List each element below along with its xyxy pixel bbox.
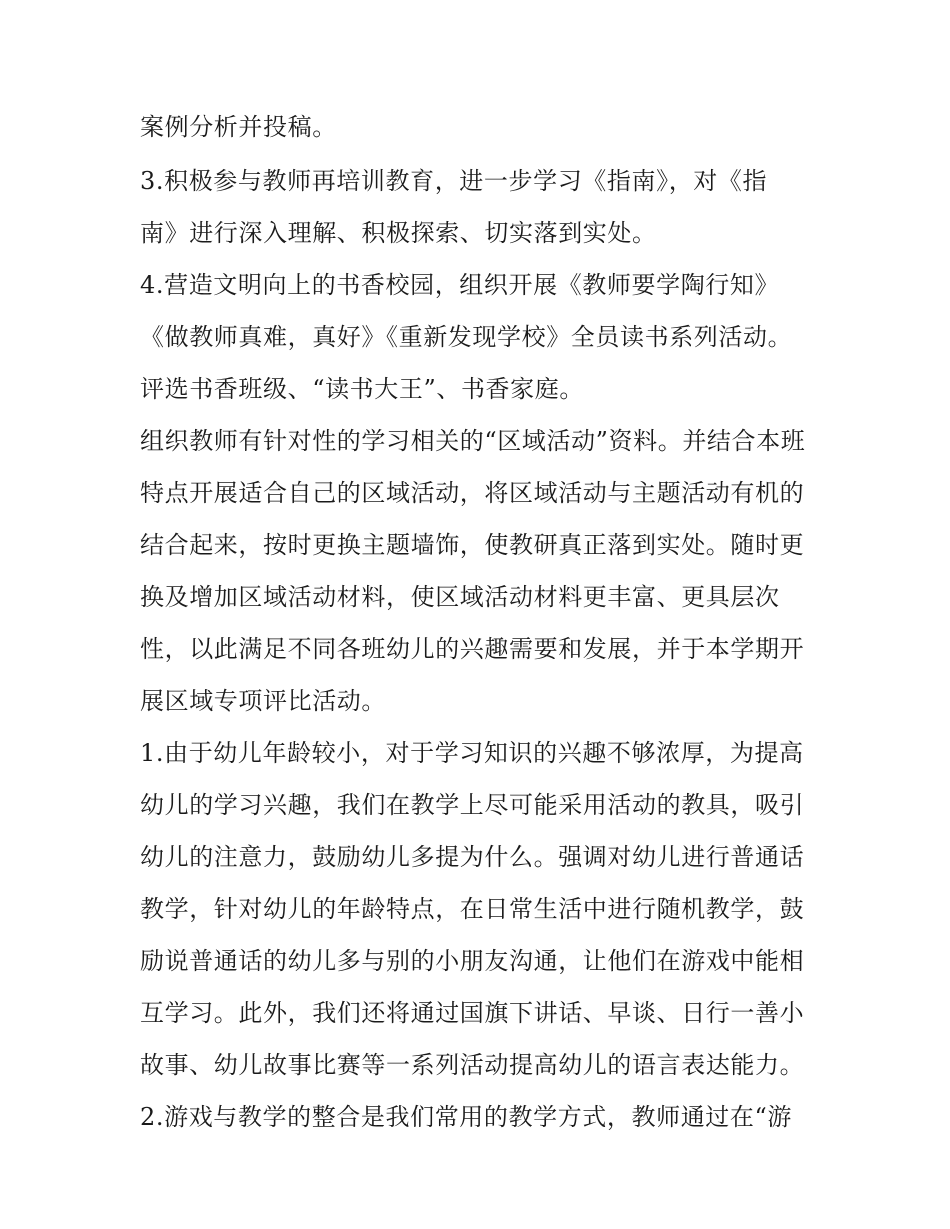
text-line: 组织教师有针对性的学习相关的“区域活动”资料。并结合本班 xyxy=(140,427,806,455)
text-line: 结合起来，按时更换主题墙饰，使教研真正落到实处。随时更 xyxy=(140,531,805,559)
text-line: 案例分析并投稿。 xyxy=(140,113,337,141)
text-line: 幼儿的学习兴趣，我们在教学上尽可能采用活动的教具，吸引 xyxy=(140,791,805,819)
text-line: 评选书香班级、“读书大王”、书香家庭。 xyxy=(140,375,584,403)
text-line: 换及增加区域活动材料，使区域活动材料更丰富、更具层次 xyxy=(140,583,780,611)
text-line: 《做教师真难，真好》《重新发现学校》全员读书系列活动。 xyxy=(140,323,793,351)
text-line: 4.营造文明向上的书香校园，组织开展《教师要学陶行知》 xyxy=(140,271,780,299)
text-line: 2.游戏与教学的整合是我们常用的教学方式，教师通过在“游 xyxy=(140,1103,792,1131)
text-line: 互学习。此外，我们还将通过国旗下讲话、早谈、日行一善小 xyxy=(140,999,805,1027)
text-line: 展区域专项评比活动。 xyxy=(140,687,386,715)
text-line: 故事、幼儿故事比赛等一系列活动提高幼儿的语言表达能力。 xyxy=(140,1051,805,1079)
text-line: 幼儿的注意力，鼓励幼儿多提为什么。强调对幼儿进行普通话 xyxy=(140,843,805,871)
text-line: 教学，针对幼儿的年龄特点，在日常生活中进行随机教学，鼓 xyxy=(140,895,805,923)
text-line: 励说普通话的幼儿多与别的小朋友沟通，让他们在游戏中能相 xyxy=(140,947,805,975)
text-line: 3.积极参与教师再培训教育，进一步学习《指南》，对《指 xyxy=(140,167,768,195)
text-line: 特点开展适合自己的区域活动，将区域活动与主题活动有机的 xyxy=(140,479,805,507)
text-line: 1.由于幼儿年龄较小，对于学习知识的兴趣不够浓厚，为提高 xyxy=(140,739,804,767)
text-line: 南》进行深入理解、积极探索、切实落到实处。 xyxy=(140,219,657,247)
text-line: 性，以此满足不同各班幼儿的兴趣需要和发展，并于本学期开 xyxy=(140,635,805,663)
